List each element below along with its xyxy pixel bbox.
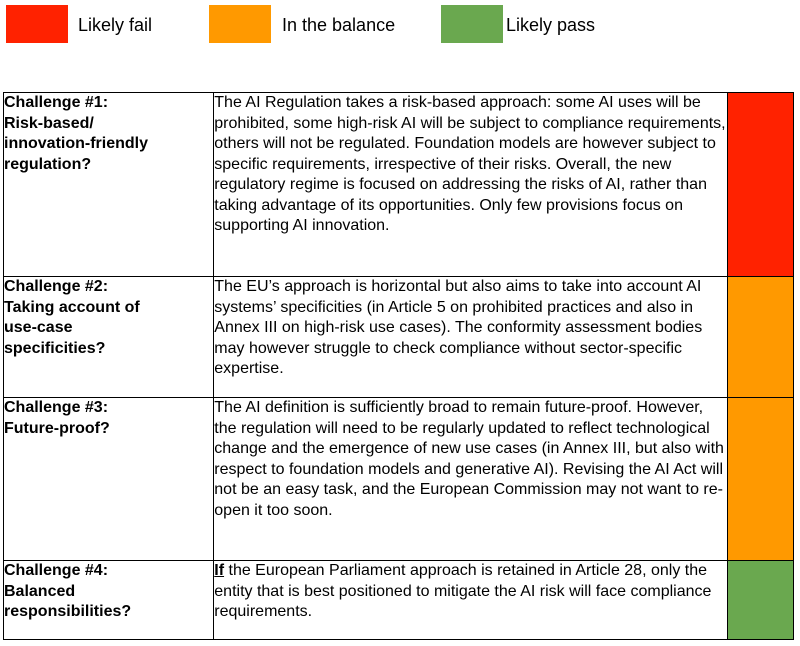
challenge-cell [4,93,214,277]
legend-swatch-in-the-balance [209,5,271,43]
rating-cell [727,93,793,277]
description-text: The AI Regulation takes a risk-based approach: some AI uses will be prohibited, some high-risk AI will be subject to compliance requirements, others will not be regulated. Foundation models are however subject to specific requirements, irrespective of their risks. Overall, the new regulatory regime is focused on addressing the risks of AI, rather than taking advantage of its opportunities. Only few provisions focus on supporting AI innovation. [214,94,726,234]
description-text: The AI definition is sufficiently broad to remain future-proof. However, the regulation will need to be regularly updated to reflect technological change and the emergence of new use cases (in Annex III, but also with respect to foundation models and generative AI). Revising the AI Act will not be an easy task, and the European Commission may not want to re-open it too soon. [214,399,724,519]
challenge-subtitle-line: Taking account of [4,298,140,316]
table-row [4,93,794,277]
challenge-cell [4,398,214,561]
legend-label-in-the-balance: In the balance [282,15,396,35]
challenge-title: Challenge #2: [4,278,109,295]
challenge-subtitle-line: use-case [4,319,73,336]
assessment-table [3,92,794,640]
challenge-subtitle-line: regulation? [4,155,92,173]
description-cell [214,561,728,640]
rating-cell [727,398,793,561]
table-row [4,561,794,640]
challenge-title: Challenge #1: [4,94,109,111]
challenge-subtitle-line: Future-proof? [4,419,110,437]
table-row [4,277,794,398]
description-text: the European Parliament approach is retained in Article 28, only the entity that is best positioned to mitigate the AI risk will face compliance requirements. [214,562,712,620]
challenge-subtitle-line: responsibilities? [4,603,132,620]
description-text: The EU’s approach is horizontal but also aims to take into account AI systems’ specificities (in Article 5 on prohibited practices and also in Annex III on high-risk use cases). The conformity assessment bodies may however struggle to check compliance without sector-specific expertise. [214,278,703,377]
challenge-cell [4,277,214,398]
legend-label-likely-pass: Likely pass [506,15,596,35]
challenge-subtitle-line: Balanced [4,582,76,600]
table-row [4,398,794,561]
rating-cell [727,277,793,398]
legend-swatch-likely-fail [6,5,68,43]
description-cell [214,277,728,398]
challenge-title: Challenge #4: [4,562,109,579]
legend [0,0,800,50]
legend-swatch-likely-pass [441,5,503,43]
challenge-subtitle-line: specificities? [4,339,106,357]
challenge-cell [4,561,214,640]
legend-label-likely-fail: Likely fail [78,15,153,35]
description-cell [214,398,728,561]
description-condition: If [214,562,225,579]
challenge-title: Challenge #3: [4,399,109,416]
challenge-subtitle-line: innovation-friendly [4,135,148,152]
description-cell [214,93,728,277]
rating-cell [727,561,793,640]
challenge-subtitle-line: Risk-based/ [4,114,94,132]
